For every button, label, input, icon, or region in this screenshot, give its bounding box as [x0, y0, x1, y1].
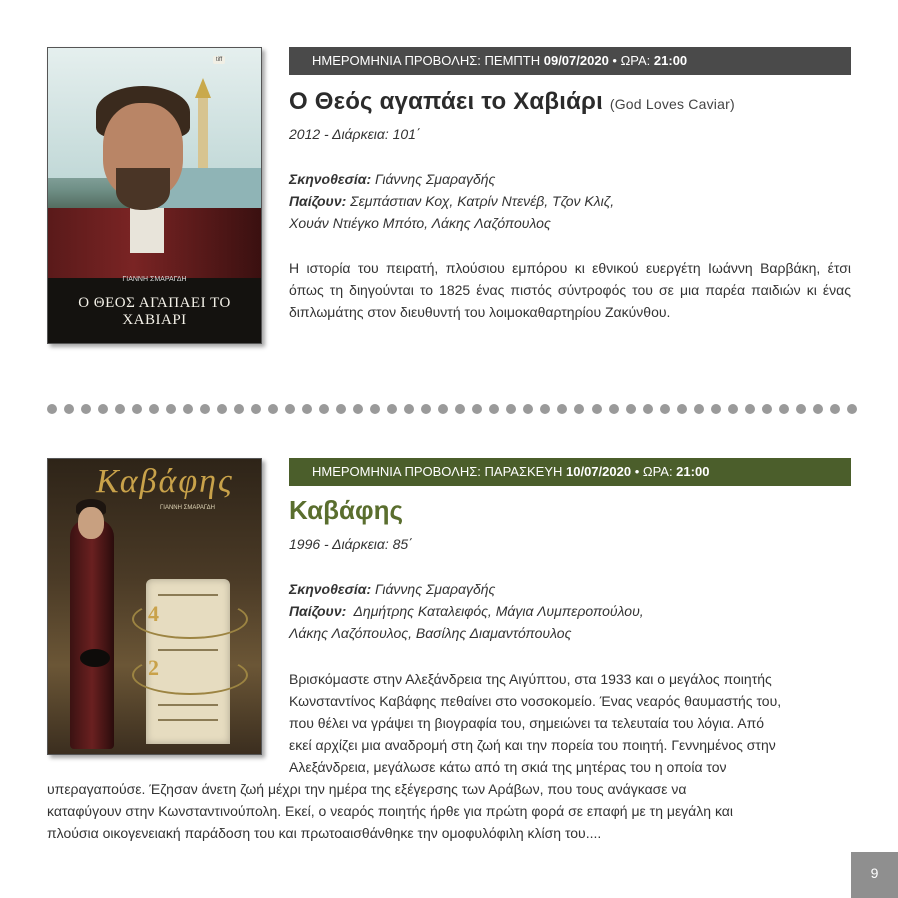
poster-text-line [158, 649, 218, 651]
description-line: Αλεξάνδρεια, μεγάλωσε κάτω από τη σκιά της μητέρας του η οποία τον [289, 759, 727, 775]
poster-face [78, 507, 104, 539]
director-name: Γιάννης Σμαραγδής [371, 581, 496, 597]
credits-2 [289, 578, 644, 644]
cast-label: Παίζουν: [289, 603, 347, 619]
description-line: υπεραγαπούσε. Έζησαν άνετη ζωή μέχρι την ημέρα της εξέγερσης των Αράβων, που τους ανάγκασε να [47, 781, 687, 797]
original-title: (God Loves Caviar) [609, 96, 735, 112]
dotted-separator [47, 404, 857, 418]
film-title-1 [289, 88, 735, 116]
poster-text-line [158, 594, 218, 596]
poster-director-credit: ΓΙΑΝΝΗ ΣΜΑΡΑΓΔΗ [122, 276, 187, 283]
screening-label: ΗΜΕΡΟΜΗΝΙΑ ΠΡΟΒΟΛΗΣ: ΠΕΜΠΤΗ [312, 53, 544, 68]
screening-time: 21:00 [676, 464, 710, 479]
poster-church-spire [198, 96, 208, 168]
description-line: Βρισκόμαστε στην Αλεξάνδρεια της Αιγύπτου, στα 1933 και ο μεγάλος ποιητής [289, 671, 772, 687]
screening-label: ΗΜΕΡΟΜΗΝΙΑ ΠΡΟΒΟΛΗΣ: ΠΑΡΑΣΚΕΥΗ [312, 464, 566, 479]
director-label: Σκηνοθεσία: [289, 171, 372, 187]
poster-text-line [158, 704, 218, 706]
description-line: πλούσια οικογενειακή παράδοση του και πρωτοαισθάνθηκε την ομοφυλόφιλη κλίση του.... [47, 825, 602, 841]
cast-label: Παίζουν: [289, 193, 347, 209]
poster-figure [70, 519, 114, 749]
poster-title: Ο ΘΕΟΣ ΑΓΑΠΑΕΙ ΤΟ ΧΑΒΙΑΡΙ [78, 295, 231, 328]
screening-date: 09/07/2020 [543, 53, 609, 68]
director-line [289, 168, 614, 190]
screening-date: 10/07/2020 [566, 464, 632, 479]
cast-names: Σεμπάστιαν Κοχ, Κατρίν Ντενέβ, Τζον Κλιζ, [346, 193, 615, 209]
cast-names: Δημήτρης Καταλειφός, Μάγια Λυμπεροπούλου, [346, 603, 644, 619]
film-description-2 [289, 668, 851, 778]
film-meta-2: 1996 - Διάρκεια: 85΄ [289, 536, 413, 552]
screening-time-label: • ΩΡΑ: [608, 53, 654, 68]
screening-time-label: • ΩΡΑ: [631, 464, 677, 479]
poster-festival-badge: tiff [213, 56, 225, 64]
film-description-2-continued [47, 778, 851, 844]
description-line: εκεί αρχίζει μια αναδρομή στη ζωή και την πορεία του ποιητή. Γεννημένος στην [289, 737, 776, 753]
poster-god-loves-caviar [47, 47, 262, 344]
screening-bar-2 [289, 458, 851, 486]
film-description-1: Η ιστορία του πειρατή, πλούσιου εμπόρου κι εθνικού ευεργέτη Ιωάννη Βαρβάκη, έτσι όπως τη διηγούνται το 1825 ένας πιστός σύντροφός του σε μια παρέα παιδιών κι ένας διπλωμάτης στον διευθυντή του λοιμοκαθαρτηρίου Ζακύνθου. [289, 260, 851, 320]
poster-shirt [130, 208, 164, 253]
poster-beard [116, 168, 170, 210]
poster-text-line [158, 719, 218, 721]
description-line: Κωνσταντίνος Καβάφης πεθαίνει στο νοσοκομείο. Ένας νεαρός θαυμαστής του, [289, 693, 782, 709]
credits-1 [289, 168, 614, 234]
poster-director-credit: ΓΙΑΝΝΗ ΣΜΑΡΑΓΔΗ [160, 505, 216, 511]
cast-line [289, 190, 614, 212]
film-title: Ο Θεός αγαπάει το Χαβιάρι [289, 88, 603, 115]
poster-hat [80, 649, 110, 667]
poster-cavafy [47, 458, 262, 755]
director-line [289, 578, 644, 600]
poster-award-count: 2 [148, 655, 159, 680]
description-line: καταφύγουν στην Κωνσταντινούπολη. Εκεί, ο νεαρός ποιητής ήρθε για πρώτη φορά σε επαφή με τη μεγάλη και [47, 803, 733, 819]
cast-line-continued: Λάκης Λαζόπουλος, Βασίλης Διαμαντόπουλος [289, 625, 572, 641]
screening-bar-1 [289, 47, 851, 75]
poster-award-count: 4 [148, 601, 159, 626]
film-title-2: Καβάφης [289, 495, 404, 525]
poster-title: Καβάφης [96, 463, 234, 500]
director-label: Σκηνοθεσία: [289, 581, 372, 597]
cast-line-continued: Χουάν Ντιέγκο Μπότο, Λάκης Λαζόπουλος [289, 215, 551, 231]
film-meta-1: 2012 - Διάρκεια: 101΄ [289, 126, 421, 142]
page-number: 9 [851, 852, 898, 898]
cast-line [289, 600, 644, 622]
description-line: που θέλει να γράψει τη βιογραφία του, σημειώνει τα τελευταία του λόγια. Από [289, 715, 765, 731]
director-name: Γιάννης Σμαραγδής [371, 171, 496, 187]
screening-time: 21:00 [653, 53, 688, 68]
